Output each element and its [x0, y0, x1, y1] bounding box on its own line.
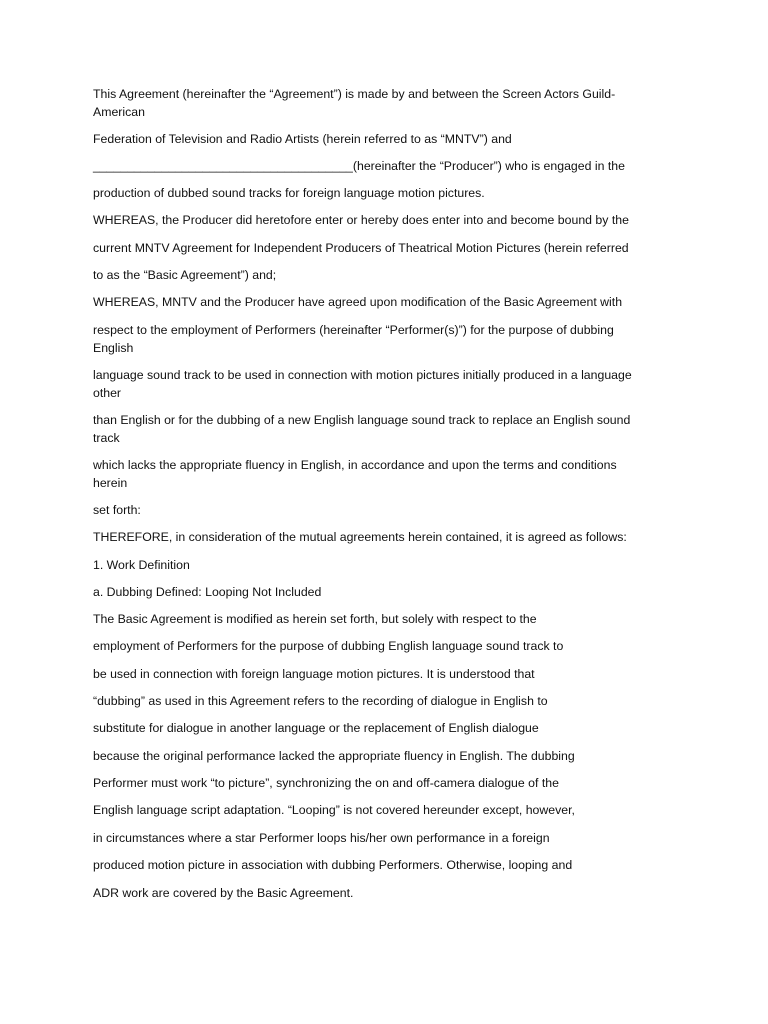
text-line: in circumstances where a star Performer loops his/her own performance in a foreign [93, 831, 550, 845]
text-line: English language script adaptation. “Looping” is not covered hereunder except, however, [93, 803, 575, 817]
text-line: ______________________________________(hereinafter the “Producer”) who is engaged in the [93, 159, 625, 173]
text-line: Federation of Television and Radio Artists (herein referred to as “MNTV”) and [93, 132, 512, 146]
text-line: ADR work are covered by the Basic Agreement. [93, 886, 354, 900]
text-line: WHEREAS, MNTV and the Producer have agreed upon modification of the Basic Agreement with [93, 295, 623, 309]
text-line: respect to the employment of Performers (hereinafter “Performer(s)”) for the purpose of dubbing [93, 323, 614, 337]
text-line: “dubbing” as used in this Agreement refers to the recording of dialogue in English to [93, 694, 548, 708]
text-line: herein [93, 476, 128, 490]
text-line: produced motion picture in association with dubbing Performers. Otherwise, looping and [93, 858, 573, 872]
text-line: other [93, 386, 122, 400]
text-line: current MNTV Agreement for Independent Producers of Theatrical Motion Pictures (herein referred [93, 241, 629, 255]
text-line: WHEREAS, the Producer did heretofore enter or hereby does enter into and become bound by the [93, 213, 629, 227]
text-line: to as the “Basic Agreement”) and; [93, 268, 277, 282]
section-heading: 1. Work Definition [93, 558, 190, 572]
text-line: production of dubbed sound tracks for foreign language motion pictures. [93, 186, 485, 200]
text-line: language sound track to be used in connection with motion pictures initially produced in a language [93, 368, 632, 382]
text-line: be used in connection with foreign language motion pictures. It is understood that [93, 667, 535, 681]
text-line: than English or for the dubbing of a new English language sound track to replace an English sound [93, 413, 631, 427]
text-line: THEREFORE, in consideration of the mutual agreements herein contained, it is agreed as follows: [93, 530, 627, 544]
text-line: employment of Performers for the purpose of dubbing English language sound track to [93, 639, 564, 653]
text-line: set forth: [93, 503, 141, 517]
text-line: because the original performance lacked the appropriate fluency in English. The dubbing [93, 749, 575, 763]
text-line: This Agreement (hereinafter the “Agreement”) is made by and between the Screen Actors Guild- [93, 87, 616, 101]
text-line: Performer must work “to picture”, synchronizing the on and off-camera dialogue of the [93, 776, 559, 790]
text-line: which lacks the appropriate fluency in English, in accordance and upon the terms and conditions [93, 458, 617, 472]
text-line: substitute for dialogue in another language or the replacement of English dialogue [93, 721, 539, 735]
text-line: English [93, 341, 134, 355]
text-line: track [93, 431, 120, 445]
text-line: American [93, 105, 145, 119]
text-line: The Basic Agreement is modified as herein set forth, but solely with respect to the [93, 612, 537, 626]
subsection-heading: a. Dubbing Defined: Looping Not Included [93, 585, 322, 599]
